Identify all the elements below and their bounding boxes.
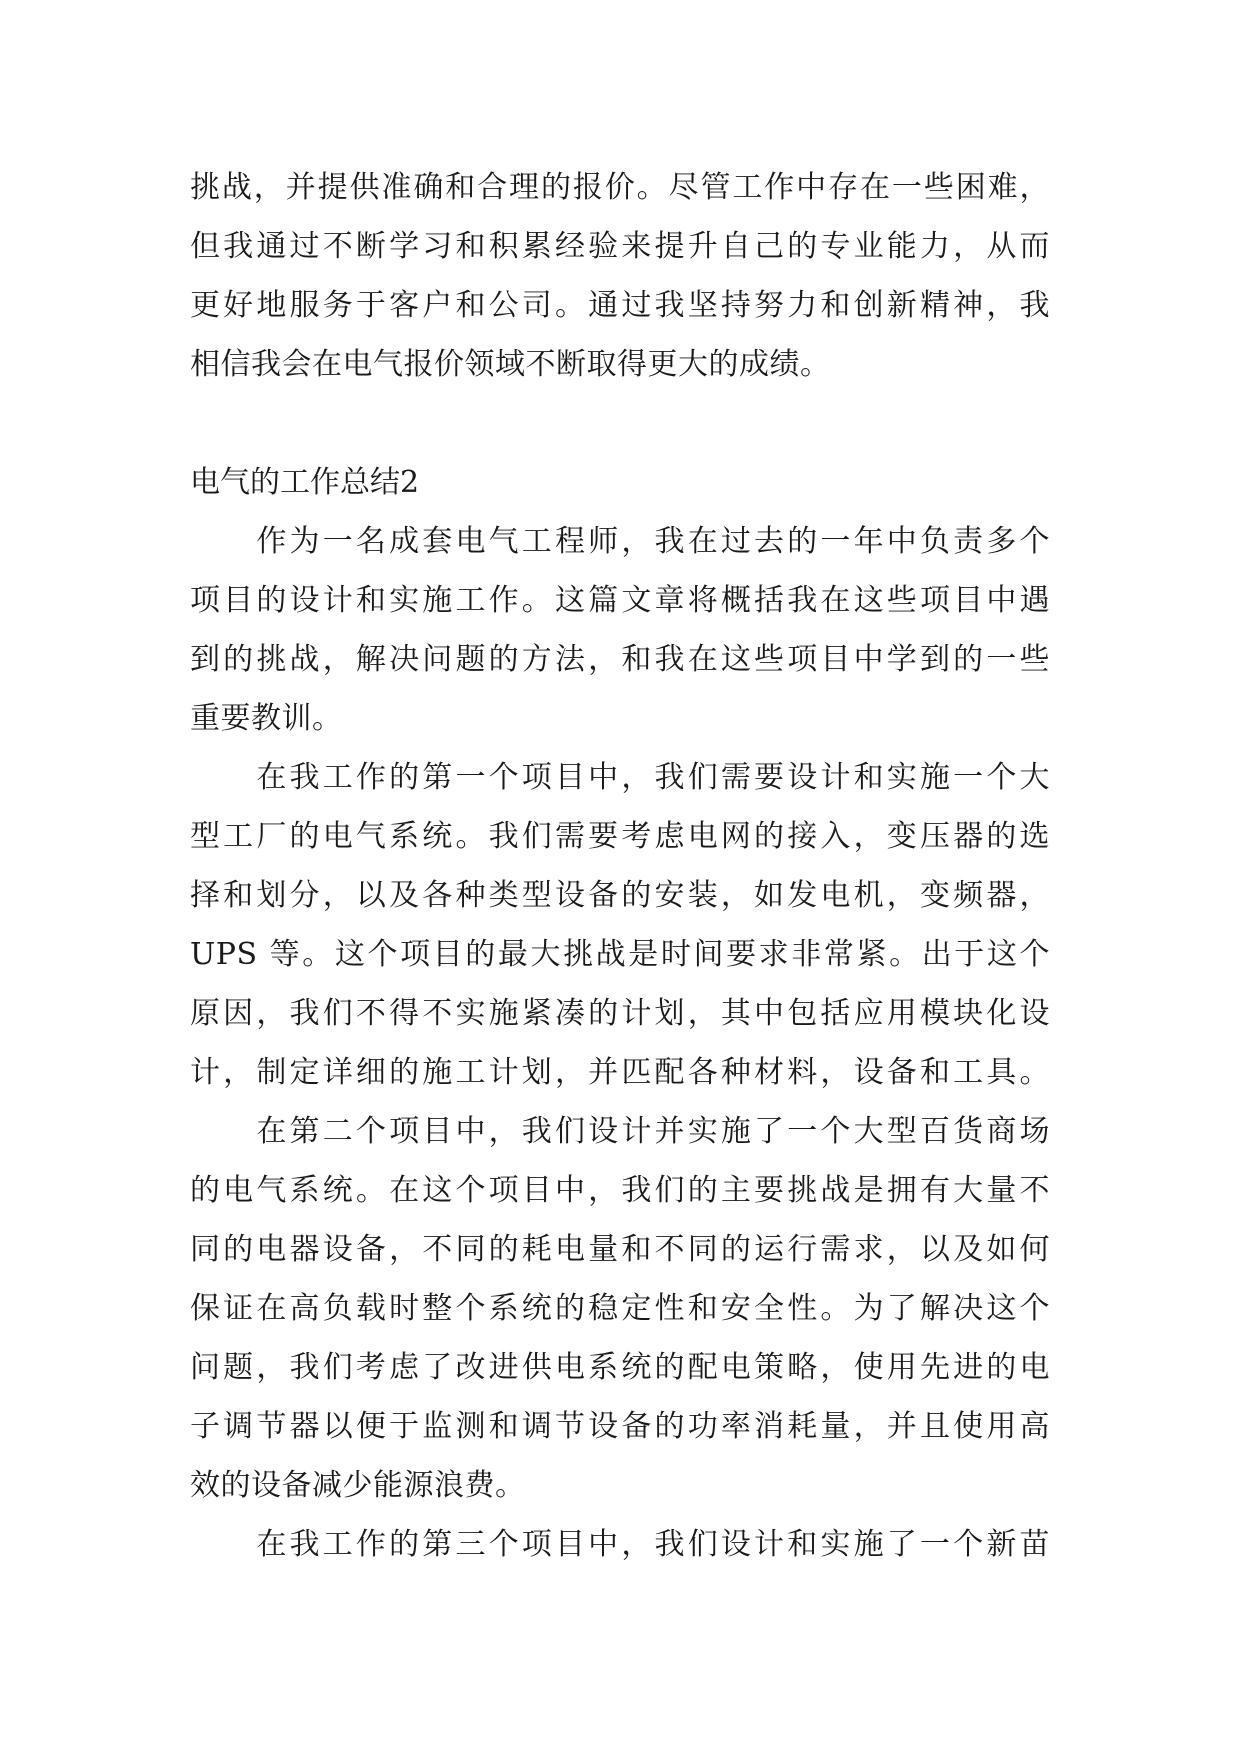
text-line: UPS 等。这个项目的最大挑战是时间要求非常紧。出于这个 xyxy=(190,937,1050,972)
text-line: 在第二个项目中，我们设计并实施了一个大型百货商场 xyxy=(190,1114,1050,1149)
text-line: 重要教训。 xyxy=(190,701,343,736)
text-line: 但我通过不断学习和积累经验来提升自己的专业能力，从而 xyxy=(190,229,1050,264)
text-line: 计，制定详细的施工计划，并匹配各种材料，设备和工具。 xyxy=(190,1055,1050,1090)
text-line: 作为一名成套电气工程师，我在过去的一年中负责多个 xyxy=(190,524,1050,559)
text-line: 项目的设计和实施工作。这篇文章将概括我在这些项目中遇 xyxy=(190,583,1050,618)
document-body xyxy=(190,158,1050,1574)
text-line: 挑战，并提供准确和合理的报价。尽管工作中存在一些困难， xyxy=(190,170,1050,205)
text-line: 同的电器设备，不同的耗电量和不同的运行需求，以及如何 xyxy=(190,1232,1050,1267)
text-line: 子调节器以便于监测和调节设备的功率消耗量，并且使用高 xyxy=(190,1409,1050,1444)
text-line: 型工厂的电气系统。我们需要考虑电网的接入，变压器的选 xyxy=(190,819,1050,854)
text-line: 相信我会在电气报价领域不断取得更大的成绩。 xyxy=(190,347,831,382)
section-heading: 电气的工作总结2 xyxy=(190,465,420,500)
text-line: 到的挑战，解决问题的方法，和我在这些项目中学到的一些 xyxy=(190,642,1050,677)
text-line: 在我工作的第三个项目中，我们设计和实施了一个新苗 xyxy=(190,1527,1050,1562)
text-line: 的电气系统。在这个项目中，我们的主要挑战是拥有大量不 xyxy=(190,1173,1050,1208)
text-line: 更好地服务于客户和公司。通过我坚持努力和创新精神，我 xyxy=(190,288,1050,323)
text-line: 原因，我们不得不实施紧凑的计划，其中包括应用模块化设 xyxy=(190,996,1050,1031)
text-line: 择和划分，以及各种类型设备的安装，如发电机，变频器， xyxy=(190,878,1050,913)
text-line: 问题，我们考虑了改进供电系统的配电策略，使用先进的电 xyxy=(190,1350,1050,1385)
text-line: 效的设备减少能源浪费。 xyxy=(190,1468,526,1503)
text-line: 保证在高负载时整个系统的稳定性和安全性。为了解决这个 xyxy=(190,1291,1050,1326)
blank-line xyxy=(190,394,1050,453)
text-line: 在我工作的第一个项目中，我们需要设计和实施一个大 xyxy=(190,760,1050,795)
